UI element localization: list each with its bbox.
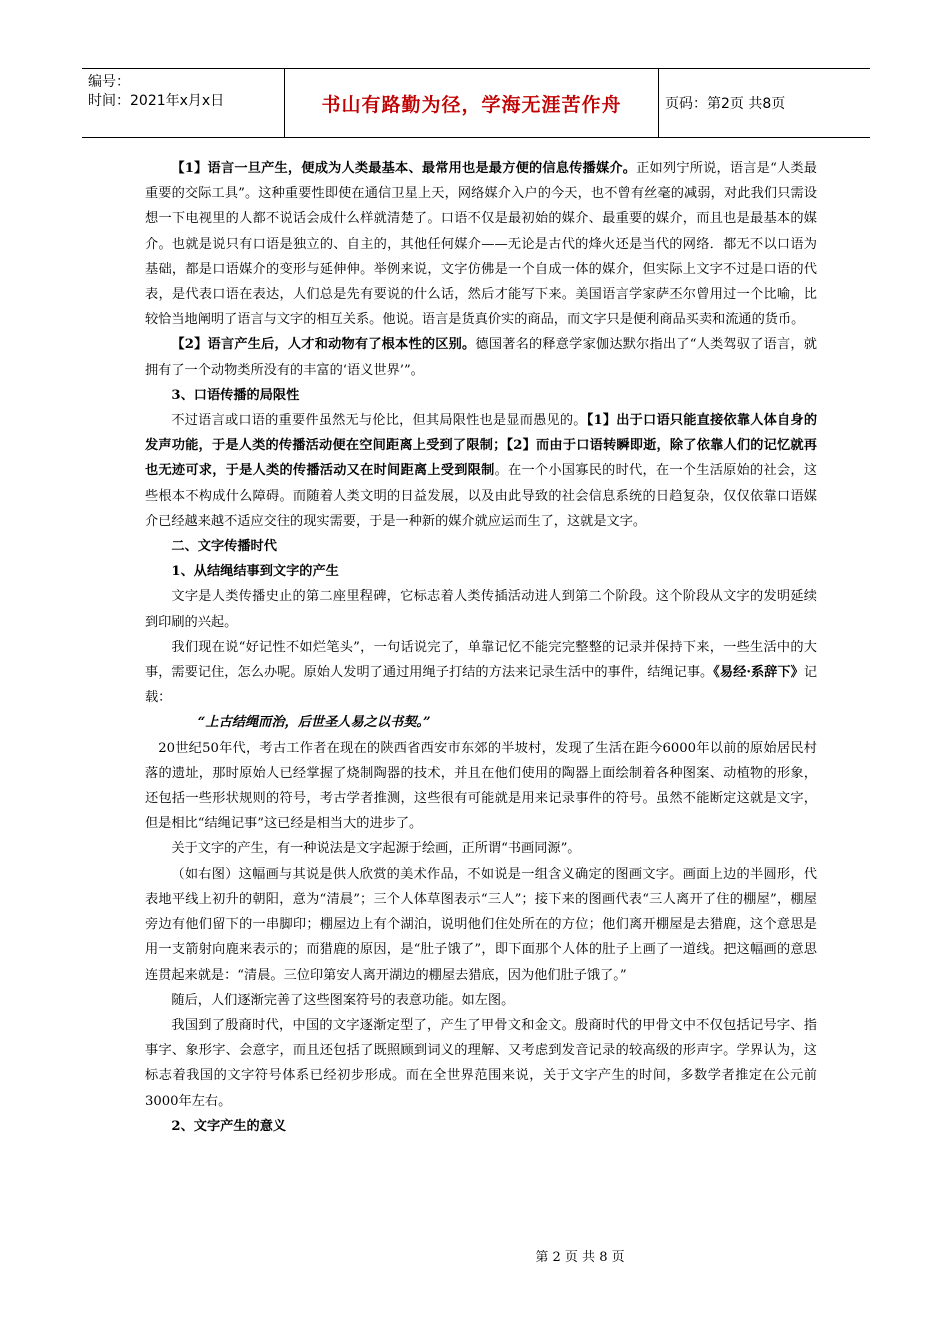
paragraph: 随后，人们逐渐完善了这些图案符号的表意功能。如左图。 — [171, 992, 515, 1008]
header-meta — [82, 69, 285, 137]
paragraph: 我国到了殷商时代，中国的文字逐渐定型了，产生了甲骨文和金文。殷商时代的甲骨文中不仅包括记号字、指事字、象形字、会意字，而且还包括了既照顾到词义的理解、又考虑到发音记录的较高级的形声字。学界认为，这标志着我国的文字符号体系已经初步形成。而在全世界范围来说，关于文字产生的时间，多数学者推定在公元前3000年左右。 — [145, 1017, 817, 1109]
paragraph — [145, 156, 817, 332]
document-body — [145, 156, 817, 1139]
section-heading: 3、口语传播的局限性 — [171, 387, 300, 403]
paragraph: （如右图）这幅画与其说是供人欣赏的美术作品，不如说是一组含义确定的图画文字。画面上边的半圆形，代表地平线上初升的朝阳，意为“清晨”；三个人体草图表示“三人”；接下来的图画代表“三人离开了住的棚屋”，棚屋旁边有他们留下的一串脚印；棚屋边上有个湖泊，说明他们住处所在的方位；他们离开棚屋是去猎鹿，这个意思是用一支箭射向鹿来表示的；而猎鹿的原因，是“肚子饿了”，即下面那个人体的肚子上画了一道线。把这幅画的意思连贯起来就是：“清晨。三位印第安人离开湖边的棚屋去猎底，因为他们肚子饿了。” — [145, 866, 817, 983]
body-text: 。在一个小国寡民的时代，在一个生活原始的社会，这些根本不构成什么障碍。而随着人类文明的日益发展，以及由此导致的社会信息系统的日趋复杂，仅仅依靠口语媒介已经越来越不适应交往的现实需要，于是一种新的媒介就应运而生了，这就是文字。 — [145, 463, 818, 529]
subsection-heading: 1、从结绳结事到文字的产生 — [171, 564, 339, 580]
paragraph: 20世纪50年代，考古工作者在现在的陕西省西安市东郊的半坡村，发现了生活在距今6000年以前的原始居民村落的遗址，那时原始人已经掌握了烧制陶器的技术，并且在他们使用的陶器上面绘制着各种图案、动植物的形象，还包括一些形状规则的符号，考古学者推测，这些很有可能就是用来记录事件的符号。虽然不能断定这就是文字，但是相比“结绳记事”这已经是相当大的进步了。 — [145, 740, 817, 832]
paragraph: 文字是人类传播史止的第二座里程碑，它标志着人类传插活动进人到第二个阶段。这个阶段从文字的发明延续到印刷的兴起。 — [145, 589, 817, 630]
footer-page-number: 第 2 页 共 8 页 — [535, 1250, 625, 1265]
bold-text: 《易经·系辞下》 — [713, 665, 804, 681]
paragraph — [145, 635, 817, 711]
body-text: 不过语言或口语的重要件虽然无与伦比，但其局限性也是显而愚见的。 — [171, 413, 587, 429]
header-page-info: 页码：第2页 共8页 — [665, 96, 786, 112]
document-date: 时间：2021年x月x日 — [88, 93, 225, 109]
document-number-label: 编号： — [88, 74, 130, 90]
bold-text: 【1】出于口语只能直接依靠人体自身的发声功能，于是人类的传播活动便在空间距离上受到了限制；【2】而由于口语转瞬即逝，除了依靠人们的记忆就再也无迹可求，于是人类的传播活动又在时间距离上受到限制 — [145, 413, 818, 479]
paragraph — [145, 408, 817, 534]
page-footer — [0, 1246, 950, 1265]
paragraph — [145, 332, 817, 382]
body-text: 记载： — [145, 665, 817, 706]
body-text: 德国著名的释意学家伽达默尔指出了“人类驾驭了语言，就拥有了一个动物类所没有的丰富的‘语义世界’”。 — [145, 337, 817, 378]
body-text: 我们现在说“好记性不如烂笔头”，一句话说完了，单靠记忆不能完完整整的记录并保持下来，一些生活中的大事，需要记住，怎么办呢。原始人发明了通过用绳子打结的方法来记录生活中的事件，结绳记事。 — [145, 639, 817, 681]
quotation: “上古结绳而治，后世圣人易之以书契。” — [197, 715, 431, 731]
section-heading: 二、文字传播时代 — [171, 539, 277, 555]
bold-text: 【2】语言产生后，人才和动物有了根本性的区别。 — [171, 337, 476, 353]
header-motto: 书山有路勤为径，学海无涯苦作舟 — [285, 69, 659, 137]
subsection-heading: 2、文字产生的意义 — [171, 1118, 287, 1134]
header-table — [82, 68, 870, 138]
body-text: 正如列宁所说，语言是“人类最重要的交际工具”。这种重要性即使在通信卫星上天，网络媒介入户的今天，也不曾有丝毫的减弱，对此我们只需设想一下电视里的人都不说话会成什么样就清楚了。口语不仅是最初始的媒介、最重要的媒介，而且也是最基本的媒介。也就是说只有口语是独立的、自主的，其他任何媒介——无论是古代的烽火还是当代的网络．都无不以口语为基础，都是口语媒介的变形与延伸伸。举例来说，文字仿佛是一个自成一体的媒介，但实际上文字不过是口语的代表，是代表口语在表达，人们总是先有要说的什么话，然后才能写下来。美国语言学家萨丕尔曾用过一个比喻，比较恰当地阐明了语言与文字的相互关系。他说。语言是货真价实的商品，而文字只是便利商品买卖和流通的货币。 — [145, 161, 817, 328]
paragraph: 关于文字的产生，有一种说法是文字起源于绘画，正所谓“书画同源”。 — [171, 841, 581, 857]
bold-text: 【1】语言一旦产生，便成为人类最基本、最常用也是最方便的信息传播媒介。 — [171, 161, 637, 176]
